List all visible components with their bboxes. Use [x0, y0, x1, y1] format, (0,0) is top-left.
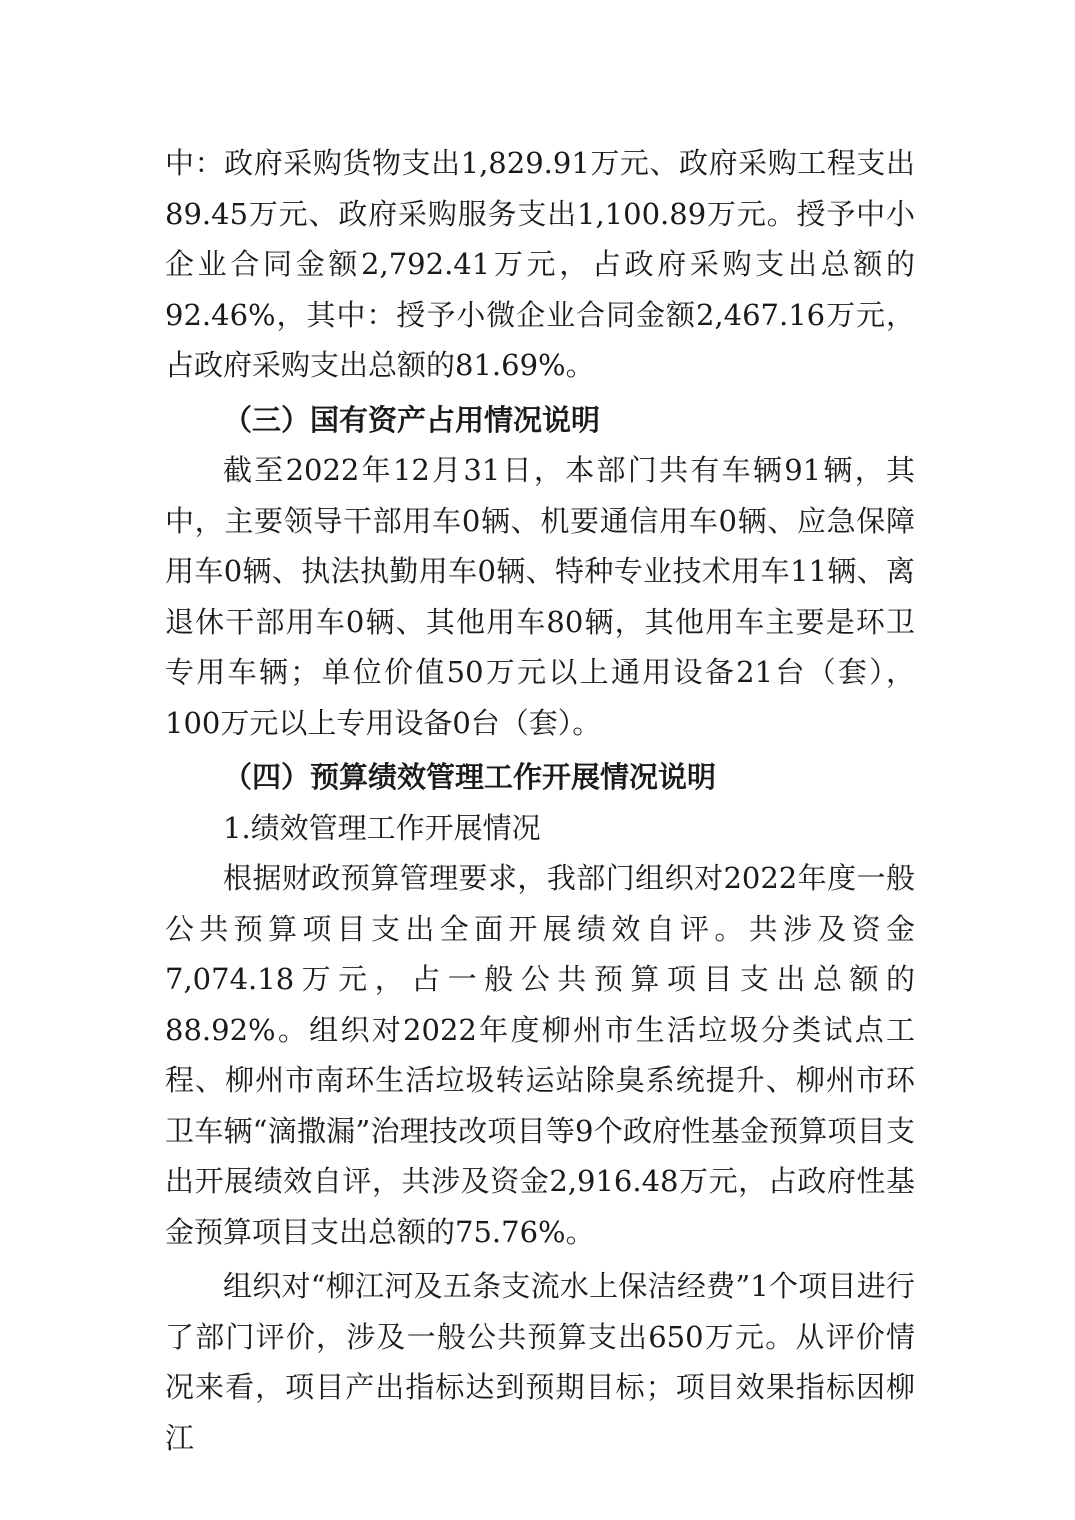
- paragraph-procurement: 中：政府采购货物支出1,829.91万元、政府采购工程支出89.45万元、政府采购服务支出1,100.89万元。授予中小企业合同金额2,792.41万元，占政府采购支出总额的92.46%，其中：授予小微企业合同金额2,467.16万元，占政府采购支出总额的81.69%。: [165, 146, 915, 382]
- paragraph-performance-1: 根据财政预算管理要求，我部门组织对2022年度一般公共预算项目支出全面开展绩效自评。共涉及资金7,074.18万元，占一般公共预算项目支出总额的88.92%。组织对2022年度柳州市生活垃圾分类试点工程、柳州市南环生活垃圾转运站除臭系统提升、柳州市环卫车辆“滴撒漏”治理技改项目等9个政府性基金预算项目支出开展绩效自评，共涉及资金2,916.48万元，占政府性基金预算项目支出总额的75.76%。: [165, 861, 915, 1249]
- paragraph-assets: 截至2022年12月31日，本部门共有车辆91辆，其中，主要领导干部用车0辆、机要通信用车0辆、应急保障用车0辆、执法执勤用车0辆、特种专业技术用车11辆、离退休干部用车0辆、其他用车80辆，其他用车主要是环卫专用车辆；单位价值50万元以上通用设备21台（套），100万元以上专用设备0台（套）。: [165, 453, 915, 740]
- paragraph-performance-2: 组织对“柳江河及五条支流水上保洁经费”1个项目进行了部门评价，涉及一般公共预算支出650万元。从评价情况来看，项目产出指标达到预期目标；项目效果指标因柳江: [165, 1269, 915, 1455]
- section-heading-assets: （三）国有资产占用情况说明: [223, 402, 601, 437]
- document-body: [165, 138, 915, 1463]
- subheading-performance: 1.绩效管理工作开展情况: [223, 810, 541, 845]
- section-heading-performance: （四）预算绩效管理工作开展情况说明: [223, 760, 717, 794]
